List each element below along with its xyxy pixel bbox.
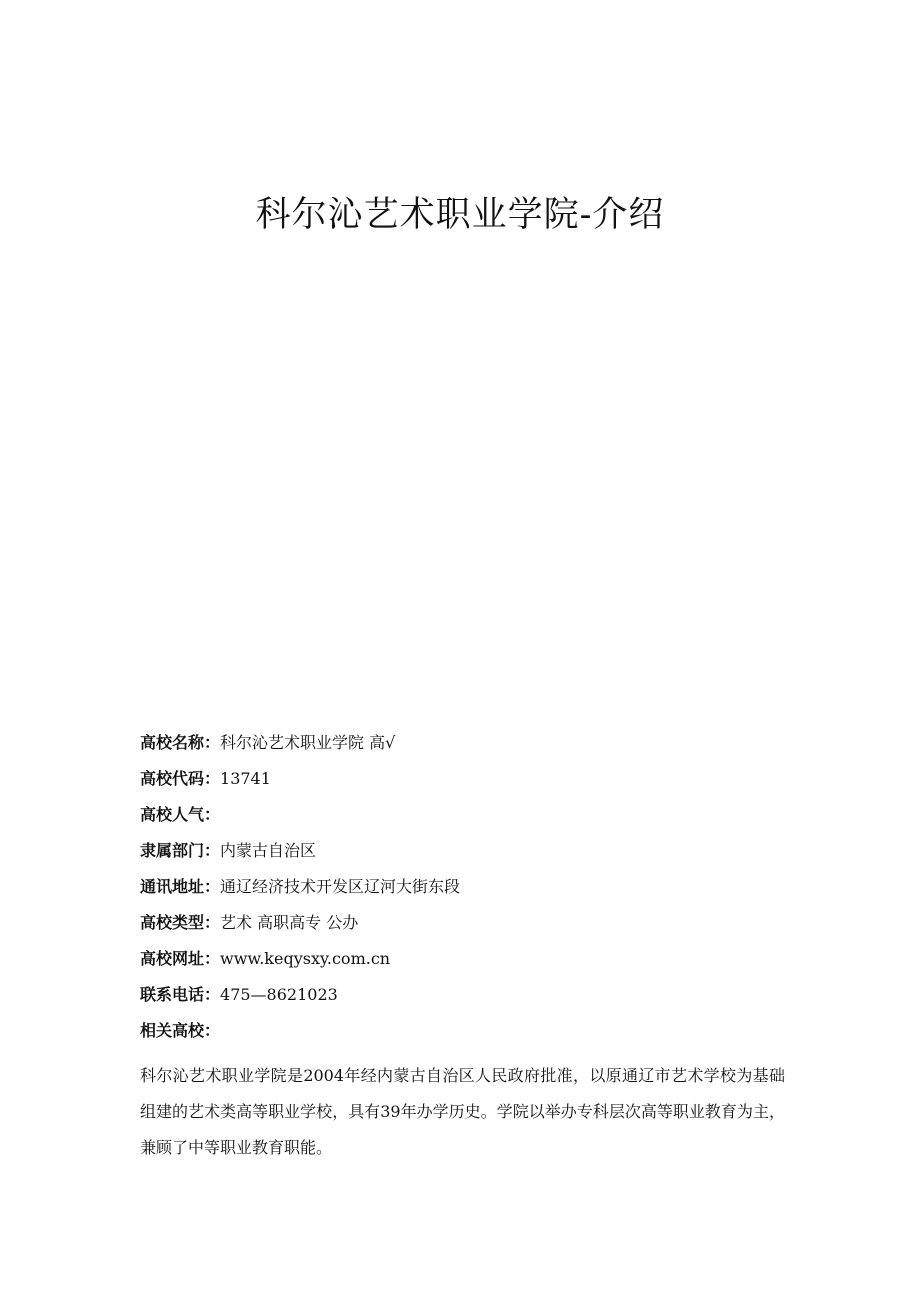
- info-value: 艺术 高职高专 公办: [220, 913, 359, 932]
- info-label: 联系电话：: [140, 985, 221, 1004]
- info-row-website: [140, 944, 790, 980]
- info-label: 隶属部门：: [140, 841, 221, 860]
- info-value: 科尔沁艺术职业学院 高√: [220, 733, 396, 752]
- info-row-department: [140, 836, 790, 872]
- info-value: 475—8621023: [220, 985, 338, 1004]
- info-value: 13741: [220, 769, 271, 788]
- info-value: 内蒙古自治区: [220, 841, 317, 860]
- info-row-popularity: [140, 800, 790, 836]
- info-row-school-name: [140, 728, 790, 764]
- info-row-related-schools: [140, 1016, 790, 1052]
- info-label: 高校人气：: [140, 805, 221, 824]
- info-label: 高校网址：: [140, 949, 221, 968]
- intro-paragraph: 科尔沁艺术职业学院是2004年经内蒙古自治区人民政府批准，以原通辽市艺术学校为基础组建的艺术类高等职业学校，具有39年办学历史。学院以举办专科层次高等职业教育为主，兼顾了中等职业教育职能。: [140, 1066, 785, 1157]
- info-value: 通辽经济技术开发区辽河大街东段: [220, 877, 461, 896]
- info-label: 高校名称：: [140, 733, 221, 752]
- website-link[interactable]: www.keqysxy.com.cn: [220, 949, 391, 968]
- page-title: 科尔沁艺术职业学院-介绍: [255, 195, 665, 235]
- info-row-address: [140, 872, 790, 908]
- info-label: 通讯地址：: [140, 877, 221, 896]
- info-label: 相关高校：: [140, 1021, 221, 1040]
- info-row-school-code: [140, 764, 790, 800]
- info-label: 高校代码：: [140, 769, 221, 788]
- info-label: 高校类型：: [140, 913, 221, 932]
- school-info-list: [140, 728, 790, 1052]
- info-row-school-type: [140, 908, 790, 944]
- info-row-phone: [140, 980, 790, 1016]
